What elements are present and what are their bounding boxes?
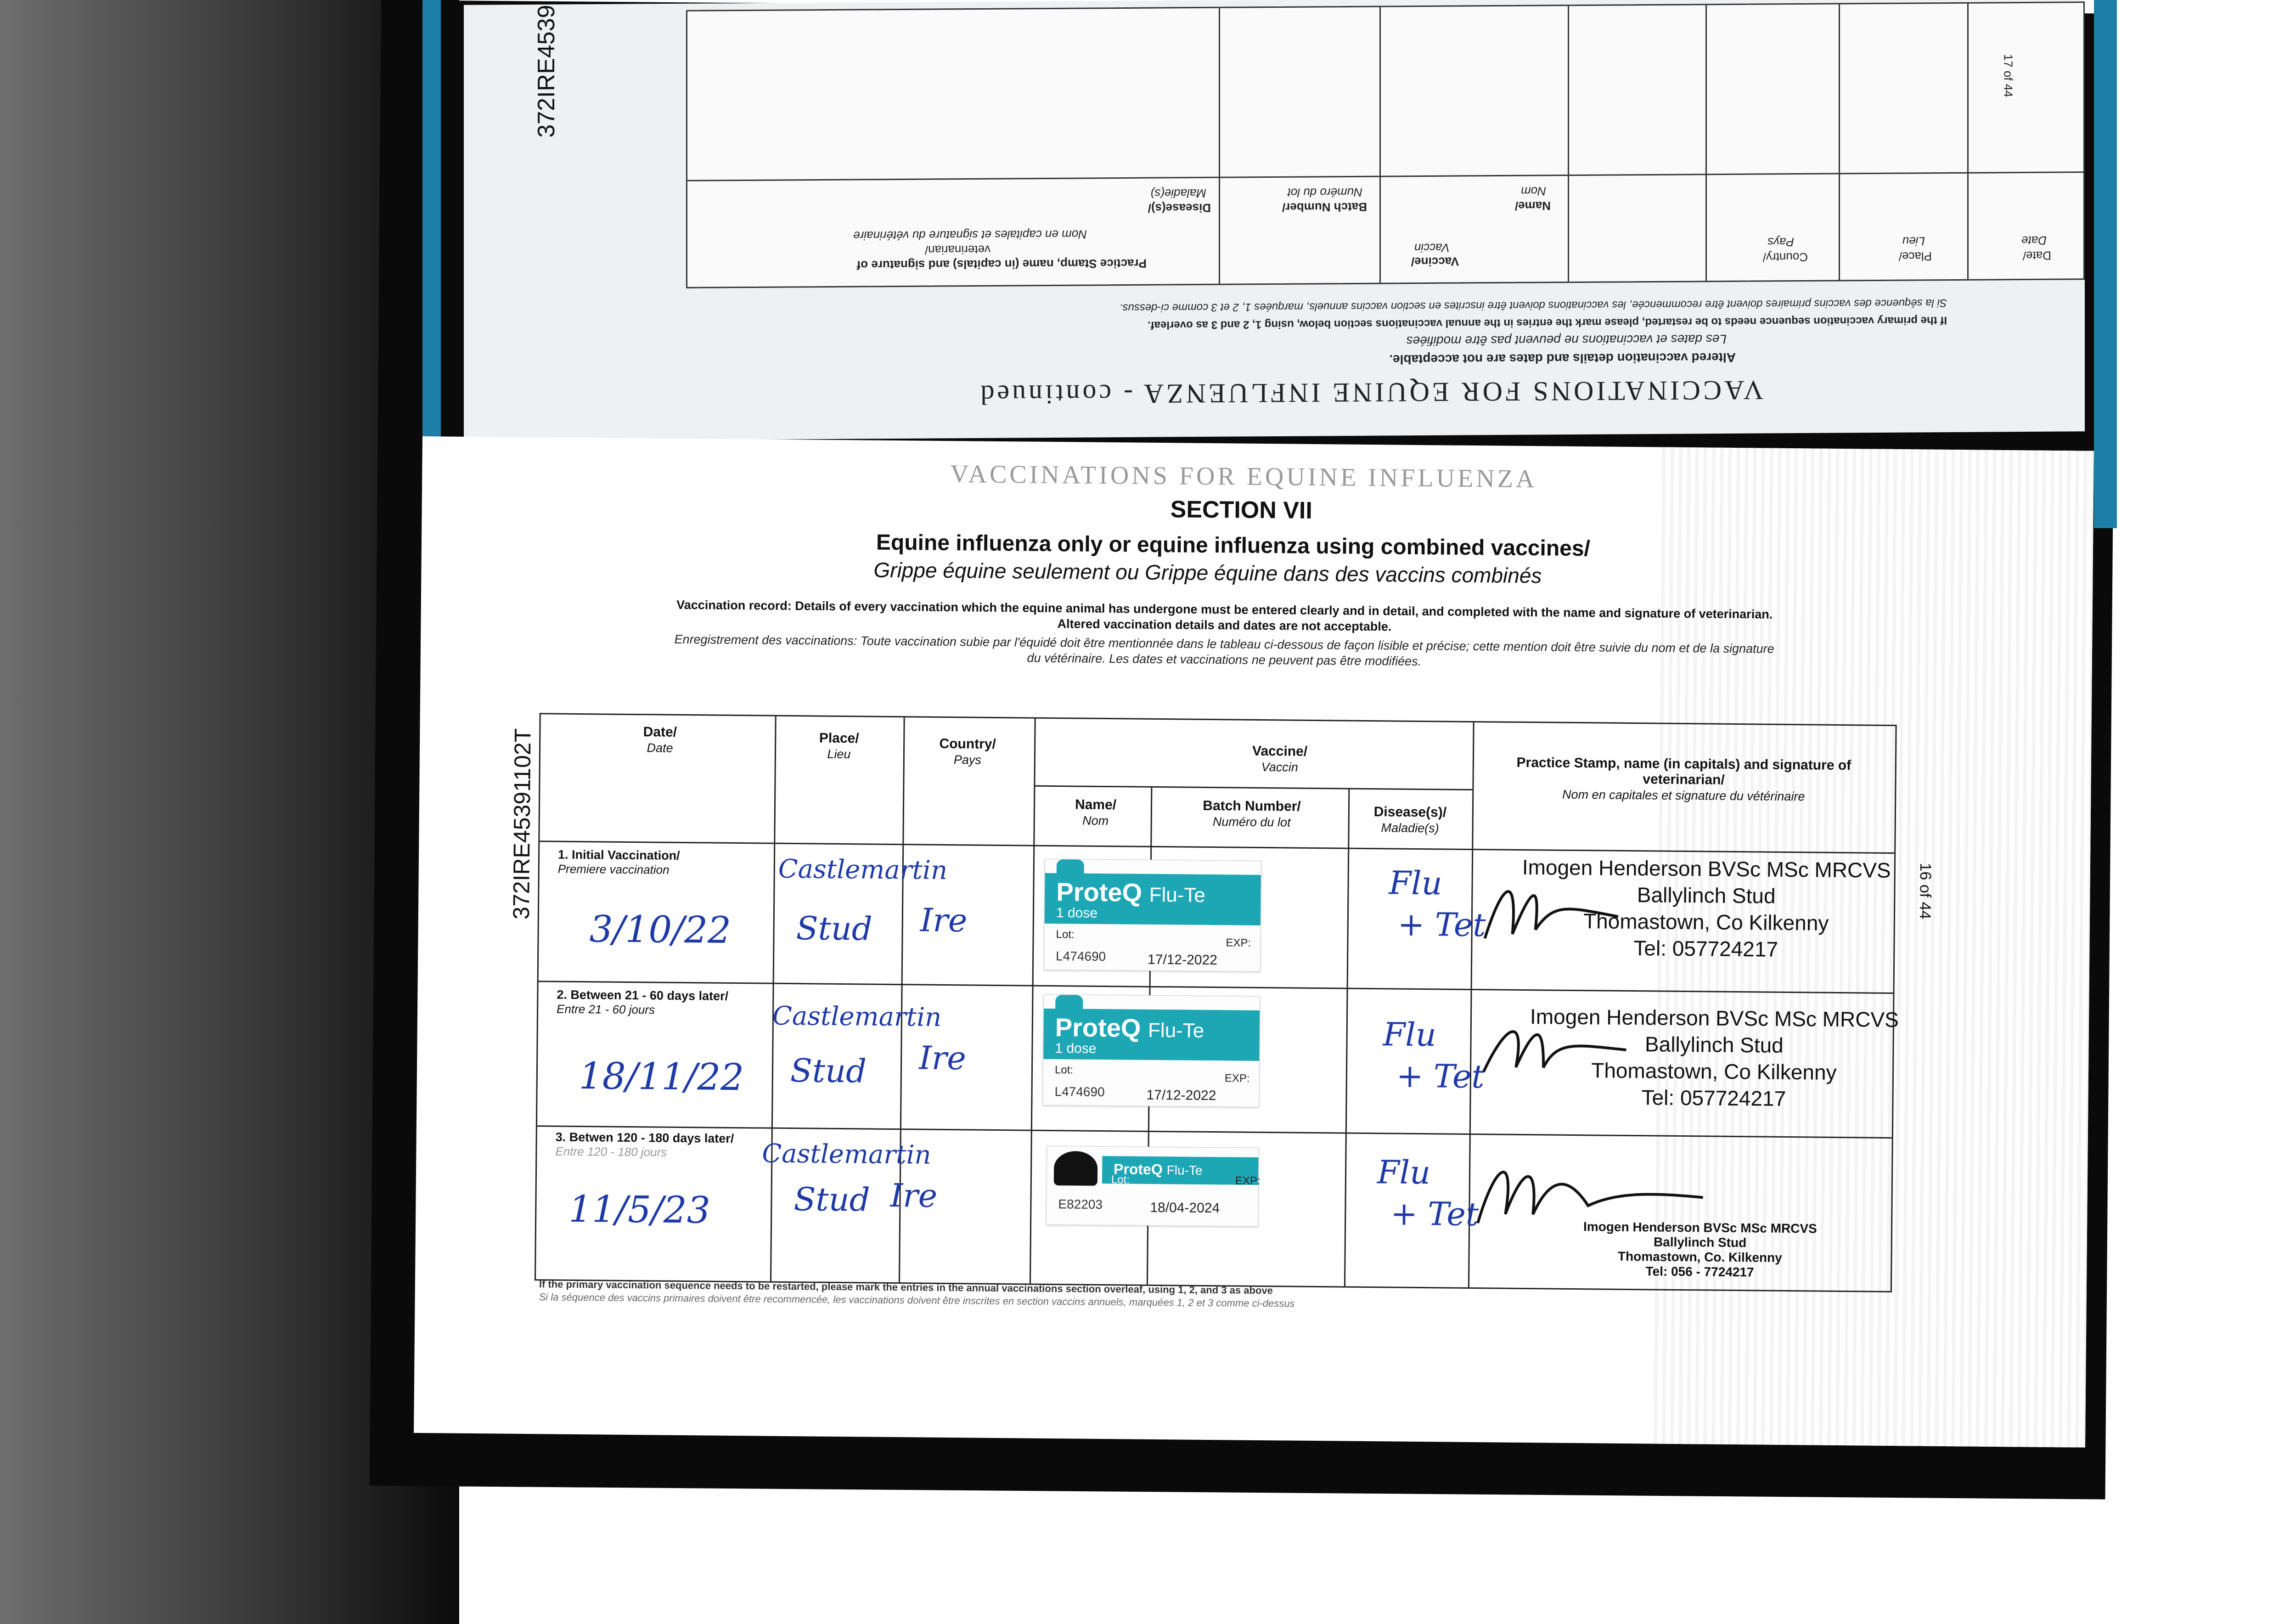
header-vaccine: Vaccine/ Vaccin bbox=[1252, 743, 1308, 774]
top-header-date-fr: Date bbox=[2021, 233, 2047, 248]
record-en-line-1: Vaccination record: Details of every vaccination which the equine animal has undergone must be entered clearly and in detail, and completed with the name and signature of veterinarian. bbox=[676, 598, 1773, 621]
row-2-product: Flu-Te bbox=[1148, 1019, 1204, 1042]
vaccination-table bbox=[535, 713, 1897, 1292]
row-3-exp-label: EXP: bbox=[1235, 1174, 1261, 1187]
top-header-place: Place/ bbox=[1898, 249, 1932, 264]
top-header-disease: Disease(s)/ bbox=[1148, 201, 1211, 215]
top-header-country-fr: Pays bbox=[1767, 235, 1794, 249]
top-header-vaccine: Vaccine/ bbox=[1411, 254, 1459, 269]
top-altered-fr: Les dates et vaccinations ne peuvent pas être modifiées bbox=[1406, 332, 1727, 349]
top-header-stamp-2: veterinarian/ bbox=[924, 242, 990, 257]
header-name: Name/ Nom bbox=[1075, 797, 1117, 828]
row-2-exp-label: EXP: bbox=[1224, 1072, 1250, 1085]
top-page-heading: VACCINATIONS FOR EQUINE INFLUENZA - continued bbox=[978, 375, 1763, 410]
top-header-date: Date/ bbox=[2022, 248, 2051, 263]
top-altered-en: Altered vaccination details and dates are not acceptable. bbox=[1389, 350, 1736, 367]
row-1-disease-2: + Tet bbox=[1397, 905, 1486, 944]
book-edge-right bbox=[2094, 0, 2117, 528]
sticker-tab-icon bbox=[1054, 1151, 1098, 1186]
main-page bbox=[414, 436, 2094, 1448]
row-3-label: 3. Betwen 120 - 180 days later/ Entre 120 - 180 jours bbox=[555, 1130, 734, 1159]
row-3-lot-number: E82203 bbox=[1058, 1197, 1103, 1212]
row-2-label: 2. Between 21 - 60 days later/ Entre 21 - 60 jours bbox=[557, 987, 729, 1017]
record-fr-line-2: du vétérinaire. Les dates et vaccinations ne peuvent pas être modifiées. bbox=[1027, 651, 1422, 668]
top-side-code: 372IRE4539 bbox=[533, 5, 560, 138]
row-1-exp-date: 17/12-2022 bbox=[1147, 952, 1218, 968]
row-2-exp-date: 17/12-2022 bbox=[1146, 1087, 1216, 1104]
row-1-date: 3/10/22 bbox=[589, 908, 732, 952]
row-2-disease-1: Flu bbox=[1383, 1015, 1437, 1054]
row-3-disease-1: Flu bbox=[1377, 1153, 1431, 1192]
row-2-vaccine-sticker bbox=[1042, 994, 1260, 1107]
top-note-fr: Si la séquence des vaccins primaires doivent être recommencée, les vaccinations doivent être inscrites en section vaccins annuels, marquées 1, 2 et 3 comme ci-dessus. bbox=[1119, 297, 1947, 315]
top-header-name-fr: Nom bbox=[1521, 184, 1546, 198]
top-header-stamp-fr: Nom en capitales et signature du vétérinaire bbox=[853, 227, 1087, 243]
top-header-stamp: Practice Stamp, name (in capitals) and signature of bbox=[856, 256, 1147, 272]
row-3-place-1: Castlemartin bbox=[762, 1139, 931, 1170]
row-2-place-2: Stud bbox=[790, 1052, 867, 1090]
row-1-lot-number: L474690 bbox=[1056, 949, 1106, 964]
book-edge-left bbox=[422, 0, 441, 459]
title-en: Equine influenza only or equine influenza using combined vaccines/ bbox=[876, 530, 1591, 561]
row-2-country: Ire bbox=[918, 1039, 967, 1077]
section-title: SECTION VII bbox=[1170, 496, 1313, 524]
row-2-dose: 1 dose bbox=[1055, 1041, 1097, 1056]
record-fr-line-1: Enregistrement des vaccinations: Toute vaccination subie par l'équidé doit être mentionnée dans le tableau ci-dessous de façon lisible et précise; cette mention doit être suivie du nom et de la signature bbox=[674, 632, 1774, 656]
title-fr: Grippe équine seulement ou Grippe équine dans des vaccins combinés bbox=[873, 558, 1542, 588]
row-2-disease-2: + Tet bbox=[1396, 1057, 1485, 1096]
footnote-en: If the primary vaccination sequence needs to be restarted, please mark the entries in the annual vaccinations section overleaf, using 1, 2, and 3 as above bbox=[539, 1278, 1273, 1297]
row-3-disease-2: + Tet bbox=[1390, 1195, 1479, 1234]
footnote-fr: Si la séquence des vaccins primaires doivent être recommencée, les vaccinations doivent être inscrites en section vaccins annuels, marquées 1, 2 et 3 comme ci-dessus bbox=[539, 1291, 1295, 1309]
row-1-stamp: Imogen Henderson BVSc MSc MRCVS Ballylinch Stud Thomastown, Co Kilkenny Tel: 057724217 bbox=[1522, 855, 1891, 961]
header-stamp: Practice Stamp, name (in capitals) and signature of veterinarian/ Nom en capitales et signature du vétérinaire bbox=[1516, 755, 1851, 804]
side-code: 372IRE45391102T bbox=[508, 728, 536, 920]
row-1-disease-1: Flu bbox=[1389, 864, 1442, 902]
record-en-line-2: Altered vaccination details and dates are not acceptable. bbox=[1057, 617, 1392, 634]
row-3-stamp: Imogen Henderson BVSc MSc MRCVS Ballylinch Stud Thomastown, Co. Kilkenny Tel: 056 - 7724217 bbox=[1583, 1219, 1817, 1280]
row-2-date: 18/11/22 bbox=[579, 1054, 744, 1099]
row-1-exp-label: EXP: bbox=[1226, 936, 1251, 949]
row-1-product: Flu-Te bbox=[1149, 883, 1206, 907]
row-3-place-2: Stud bbox=[793, 1180, 870, 1219]
top-page-number: 17 of 44 bbox=[2001, 54, 2015, 97]
row-1-place-1: Castlemartin bbox=[778, 854, 948, 886]
row-1-country: Ire bbox=[920, 901, 968, 940]
top-header-country: Country/ bbox=[1762, 250, 1808, 265]
row-3-brand: ProteQ bbox=[1113, 1161, 1163, 1178]
header-place: Place/ Lieu bbox=[819, 730, 859, 761]
row-1-dose: 1 dose bbox=[1056, 905, 1098, 921]
top-header-disease-fr: Maladie(s) bbox=[1150, 186, 1206, 201]
row-3-vaccine-sticker bbox=[1046, 1146, 1259, 1227]
row-1-label: 1. Initial Vaccination/ Premiere vaccination bbox=[557, 847, 680, 877]
row-3-country: Ire bbox=[890, 1176, 938, 1215]
row-3-date: 11/5/23 bbox=[568, 1187, 711, 1232]
row-1-lot-label: Lot: bbox=[1056, 928, 1075, 941]
row-1-place-2: Stud bbox=[796, 909, 873, 948]
row-2-place-1: Castlemartin bbox=[772, 1001, 942, 1032]
header-date: Date/ Date bbox=[643, 724, 677, 755]
header-disease: Disease(s)/ Maladie(s) bbox=[1373, 804, 1447, 835]
top-header-batch: Batch Number/ bbox=[1282, 200, 1367, 214]
row-2-brand: ProteQ bbox=[1055, 1013, 1141, 1043]
row-2-lot-label: Lot: bbox=[1054, 1064, 1074, 1077]
faint-heading: VACCINATIONS FOR EQUINE INFLUENZA bbox=[950, 460, 1537, 494]
row-3-product: Flu-Te bbox=[1166, 1163, 1203, 1178]
row-2-lot-number: L474690 bbox=[1054, 1084, 1105, 1100]
previous-page-upside-down bbox=[464, 0, 2085, 441]
row-2-stamp: Imogen Henderson BVSc MSc MRCVS Ballylinch Stud Thomastown, Co Kilkenny Tel: 057724217 bbox=[1530, 1004, 1899, 1111]
top-header-place-fr: Lieu bbox=[1902, 234, 1925, 248]
top-header-name: Name/ bbox=[1514, 199, 1551, 213]
row-3-exp-date: 18/04-2024 bbox=[1150, 1200, 1220, 1216]
row-1-brand: ProteQ bbox=[1056, 877, 1142, 907]
top-page-table bbox=[686, 1, 2085, 288]
row-1-vaccine-sticker bbox=[1044, 859, 1261, 972]
page-number: 16 of 44 bbox=[1916, 863, 1935, 919]
top-header-batch-fr: Numéro du lot bbox=[1287, 185, 1362, 200]
top-note-en: If the primary vaccination sequence needs to be restarted, please mark the entries in the annual vaccinations section below, using 1, 2 and 3 as overleaf. bbox=[1147, 314, 1947, 332]
header-country: Country/ Pays bbox=[939, 736, 996, 767]
top-header-vaccine-fr: Vaccin bbox=[1414, 241, 1450, 255]
header-batch: Batch Number/ Numéro du lot bbox=[1203, 798, 1301, 829]
row-3-lot-label: Lot: bbox=[1111, 1173, 1130, 1186]
